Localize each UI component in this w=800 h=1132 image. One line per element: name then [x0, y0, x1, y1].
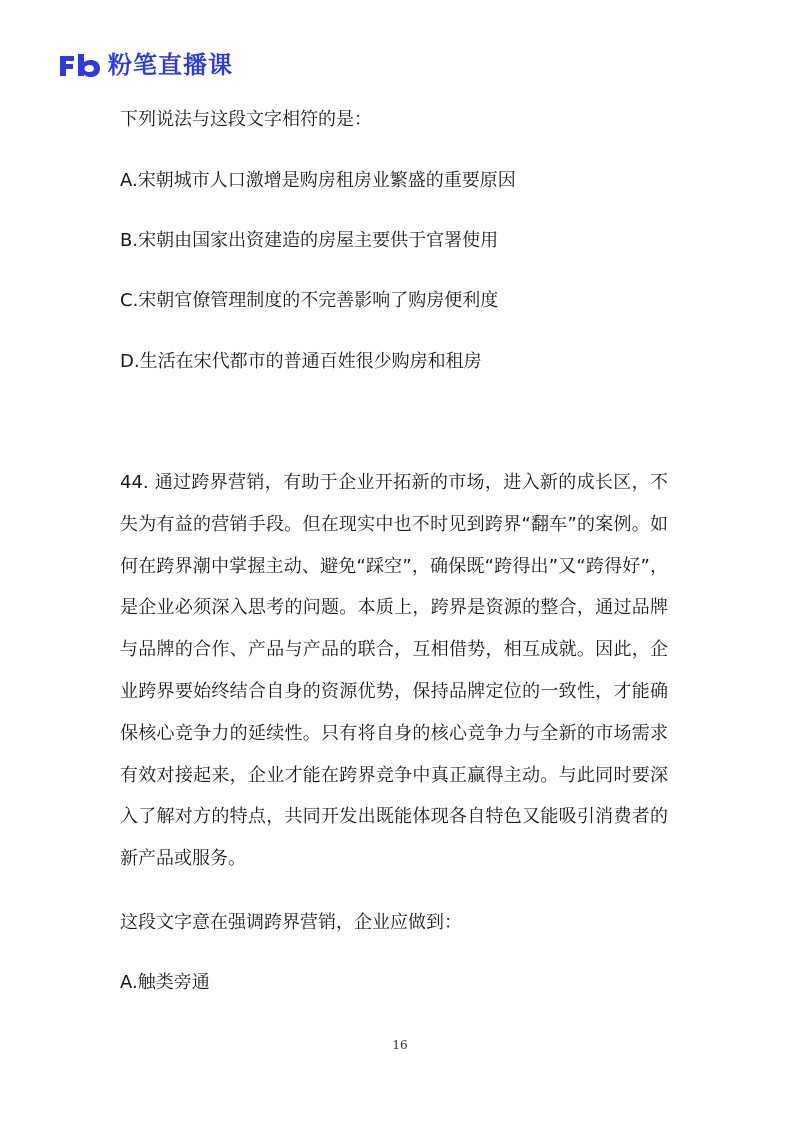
question-44-passage: 44. 通过跨界营销，有助于企业开拓新的市场，进入新的成长区，不失为有益的营销手段。但在现实中也不时见到跨界“翻车”的案例。如何在跨界潮中掌握主动、避免“踩空”，确保既“跨得出”又“跨得好”，是企业必须深入思考的问题。本质上，跨界是资源的整合，通过品牌与品牌的合作、产品与产品的联合，互相借势，相互成就。因此，企业跨界要始终结合自身的资源优势，保持品牌定位的一致性，才能确保核心竞争力的延续性。只有将自身的核心竞争力与全新的市场需求有效对接起来，企业才能在跨界竞争中真正赢得主动。与此同时要深入了解对方的特点，共同开发出既能体现各自特色又能吸引消费者的新产品或服务。 [120, 472, 668, 870]
brand-name: 粉笔直播课 [108, 51, 233, 79]
question-44-option-a: A.触类旁通 [120, 972, 210, 993]
page-number: 16 [392, 1038, 408, 1052]
question-43-option-a: A.宋朝城市人口激增是购房租房业繁盛的重要原因 [120, 170, 516, 191]
question-44-prompt: 这段文字意在强调跨界营销，企业应做到： [120, 912, 462, 933]
brand-header [58, 50, 233, 80]
question-43-option-c: C.宋朝官僚管理制度的不完善影响了购房便利度 [120, 290, 499, 311]
question-43-option-d: D.生活在宋代都市的普通百姓很少购房和租房 [120, 351, 482, 372]
question-43-option-b: B.宋朝由国家出资建造的房屋主要供于官署使用 [120, 230, 499, 251]
question-43-prompt: 下列说法与这段文字相符的是： [120, 109, 372, 130]
fenbi-logo-icon [58, 52, 102, 78]
